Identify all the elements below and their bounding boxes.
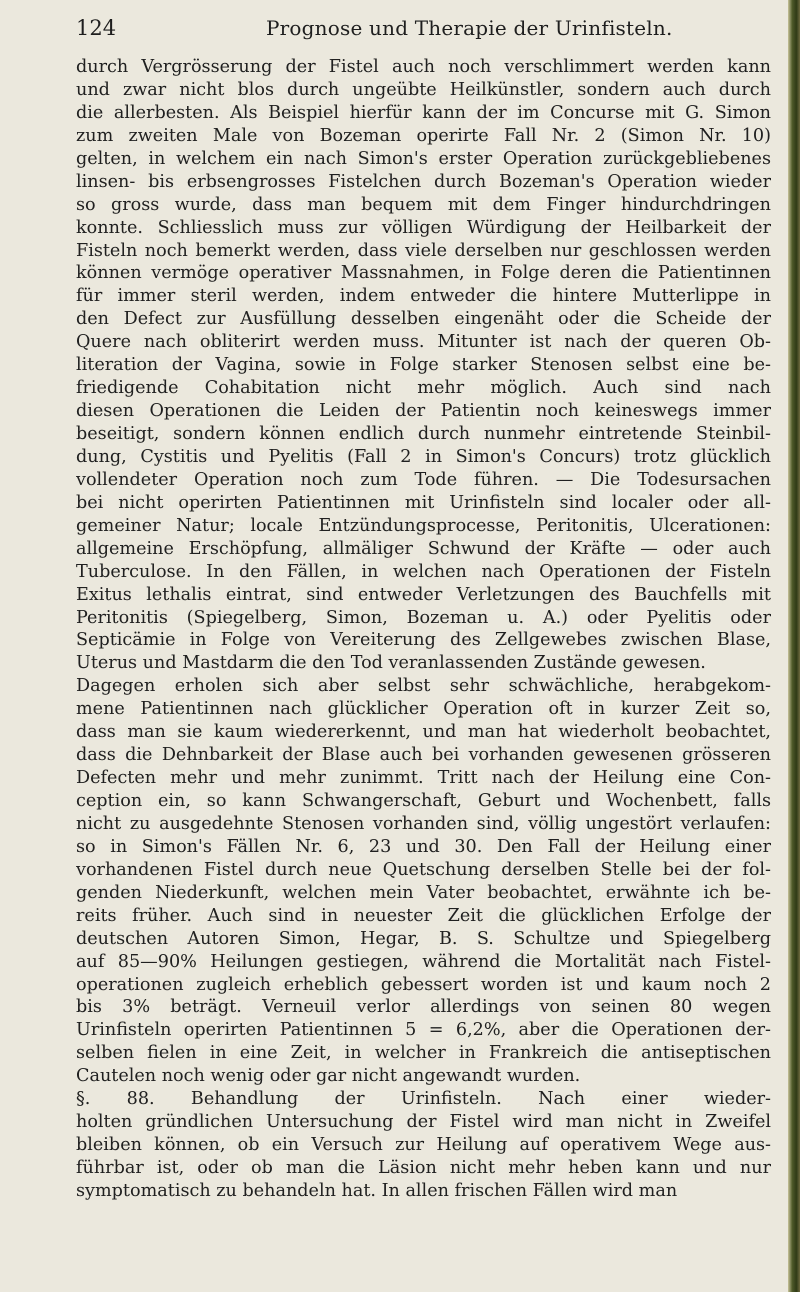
text-line: linsen- bis erbsengrosses Fistelchen durch Bozeman's Operation wieder	[76, 171, 771, 192]
text-line: Uterus und Mastdarm die den Tod veranlassenden Zustände gewesen.	[76, 653, 706, 674]
text-line: vollendeter Operation noch zum Tode führen. — Die Todesursachen	[76, 469, 771, 490]
text-line: reits früher. Auch sind in neuester Zeit die glücklichen Erfolge der	[76, 905, 771, 926]
text-line: Defecten mehr und mehr zunimmt. Tritt nach der Heilung eine Con-	[76, 768, 771, 789]
text-line: bis 3% beträgt. Verneuil verlor allerdings von seinen 80 wegen	[76, 997, 771, 1018]
text-line: können vermöge operativer Massnahmen, in Folge deren die Patientinnen	[76, 263, 771, 284]
text-line: Quere nach obliterirt werden muss. Mitunter ist nach der queren Ob-	[76, 332, 771, 353]
text-line: mene Patientinnen nach glücklicher Operation oft in kurzer Zeit so,	[76, 699, 771, 720]
text-line: den Defect zur Ausfüllung desselben eingenäht oder die Scheide der	[76, 309, 771, 330]
text-line: auf 85—90% Heilungen gestiegen, während die Mortalität nach Fistel-	[76, 951, 771, 972]
text-line: zum zweiten Male von Bozeman operirte Fall Nr. 2 (Simon Nr. 10)	[76, 125, 771, 146]
body-text	[76, 56, 771, 1203]
text-line: Tuberculose. In den Fällen, in welchen nach Operationen der Fisteln	[76, 561, 771, 582]
text-line: bleiben können, ob ein Versuch zur Heilung auf operativem Wege aus-	[76, 1135, 771, 1156]
text-line: dass man sie kaum wiedererkennt, und man hat wiederholt beobachtet,	[76, 722, 771, 743]
text-line: gelten, in welchem ein nach Simon's erster Operation zurückgebliebenes	[76, 148, 771, 169]
text-line: Dagegen erholen sich aber selbst sehr schwächliche, herabgekom-	[76, 676, 771, 697]
text-line: diesen Operationen die Leiden der Patientin noch keineswegs immer	[76, 401, 771, 422]
book-edge	[788, 0, 800, 1292]
text-line: nicht zu ausgedehnte Stenosen vorhanden sind, völlig ungestört verlaufen:	[76, 813, 771, 834]
text-line: und zwar nicht blos durch ungeübte Heilkünstler, sondern auch durch	[76, 79, 771, 100]
text-line: dung, Cystitis und Pyelitis (Fall 2 in Simon's Concurs) trotz glücklich	[76, 446, 771, 467]
text-line: literation der Vagina, sowie in Folge starker Stenosen selbst eine be-	[76, 355, 771, 376]
text-line: führbar ist, oder ob man die Läsion nicht mehr heben kann und nur	[76, 1158, 771, 1178]
text-line: operationen zugleich erheblich gebessert worden ist und kaum noch 2	[76, 974, 771, 995]
text-line: friedigende Cohabitation nicht mehr möglich. Auch sind nach	[76, 378, 771, 399]
text-line: genden Niederkunft, welchen mein Vater beobachtet, erwähnte ich be-	[76, 882, 771, 903]
text-line: so gross wurde, dass man bequem mit dem Finger hindurchdringen	[76, 194, 771, 215]
text-line: so in Simon's Fällen Nr. 6, 23 und 30. Den Fall der Heilung einer	[76, 836, 771, 857]
text-line: holten gründlichen Untersuchung der Fistel wird man nicht in Zweifel	[76, 1112, 771, 1133]
text-line: Urinfisteln operirten Patientinnen 5 = 6,2%, aber die Operationen der-	[76, 1020, 771, 1041]
text-line: dass die Dehnbarkeit der Blase auch bei vorhanden gewesenen grösseren	[76, 745, 771, 766]
text-line: vorhandenen Fistel durch neue Quetschung derselben Stelle bei der fol-	[76, 859, 771, 880]
text-line: bei nicht operirten Patientinnen mit Urinfisteln sind localer oder all-	[76, 492, 771, 513]
text-line: gemeiner Natur; locale Entzündungsprocesse, Peritonitis, Ulcerationen:	[76, 515, 771, 536]
text-line: §. 88. Behandlung der Urinfisteln. Nach einer wieder-	[76, 1089, 771, 1110]
text-line: Peritonitis (Spiegelberg, Simon, Bozeman u. A.) oder Pyelitis oder	[76, 607, 771, 628]
text-line: ception ein, so kann Schwangerschaft, Geburt und Wochenbett, falls	[76, 791, 771, 811]
text-line: beseitigt, sondern können endlich durch nunmehr eintretende Steinbil-	[76, 424, 771, 444]
text-line: allgemeine Erschöpfung, allmäliger Schwund der Kräfte — oder auch	[76, 538, 771, 559]
text-line: Fisteln noch bemerkt werden, dass viele derselben nur geschlossen werden	[76, 240, 771, 261]
text-line: symptomatisch zu behandeln hat. In allen frischen Fällen wird man	[76, 1180, 678, 1201]
text-line: durch Vergrösserung der Fistel auch noch verschlimmert werden kann	[76, 57, 771, 77]
running-head: Prognose und Therapie der Urinfisteln.	[266, 16, 673, 40]
text-line: konnte. Schliesslich muss zur völligen Würdigung der Heilbarkeit der	[76, 217, 771, 238]
text-line: die allerbesten. Als Beispiel hierfür kann der im Concurse mit G. Simon	[76, 102, 771, 123]
text-line: Septicämie in Folge von Vereiterung des Zellgewebes zwischen Blase,	[76, 630, 771, 651]
text-line: Exitus lethalis eintrat, sind entweder Verletzungen des Bauchfells mit	[76, 584, 771, 605]
text-line: deutschen Autoren Simon, Hegar, B. S. Schultze und Spiegelberg	[76, 928, 771, 949]
text-line: selben fielen in eine Zeit, in welcher in Frankreich die antiseptischen	[76, 1043, 771, 1064]
page-number: 124	[76, 16, 117, 40]
text-line: Cautelen noch wenig oder gar nicht angewandt wurden.	[76, 1066, 581, 1087]
text-line: für immer steril werden, indem entweder die hintere Mutterlippe in	[76, 286, 771, 307]
page-header	[76, 16, 776, 46]
